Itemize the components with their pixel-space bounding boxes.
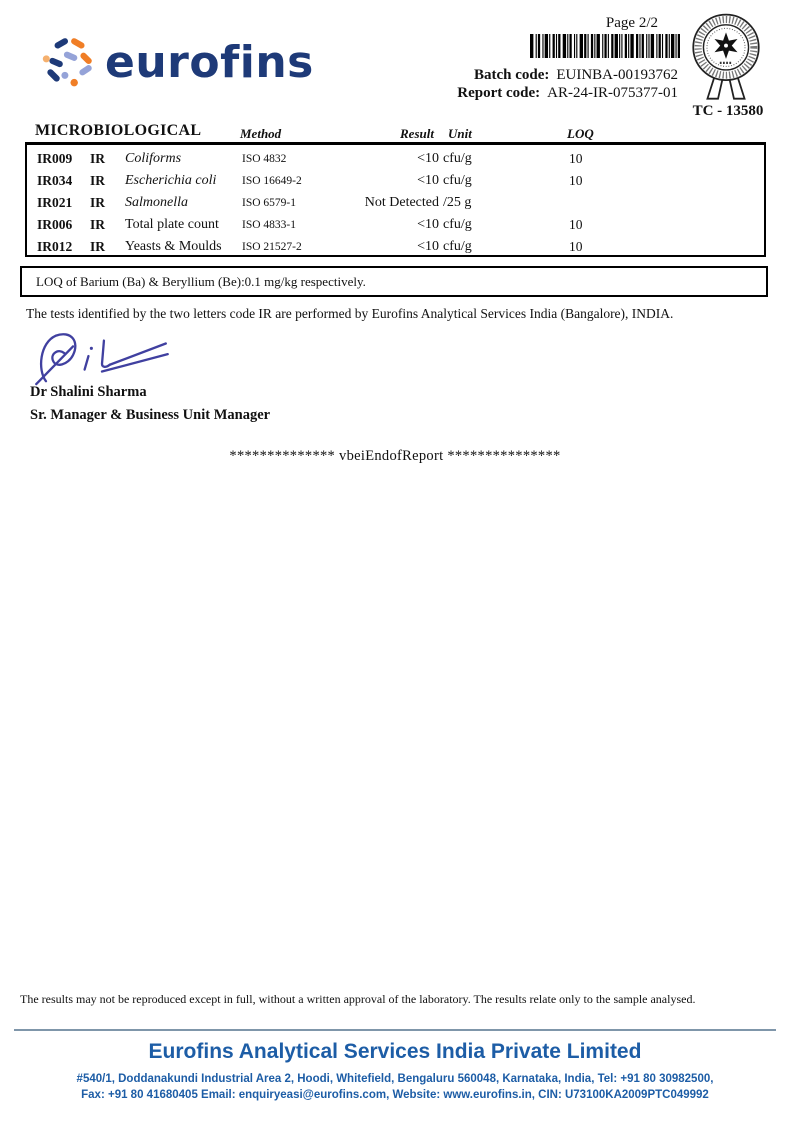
test-loq: 10 bbox=[569, 239, 583, 254]
column-header-loq: LOQ bbox=[567, 126, 594, 141]
test-code: IR006 bbox=[37, 217, 73, 232]
table-row bbox=[27, 192, 764, 214]
table-row bbox=[27, 170, 764, 192]
lab-code: IR bbox=[90, 217, 106, 232]
accreditation-certificate-number: TC - 13580 bbox=[692, 103, 764, 119]
test-loq: 10 bbox=[569, 173, 583, 188]
signatory-name: Dr Shalini Sharma bbox=[30, 384, 147, 400]
lab-code: IR bbox=[90, 151, 106, 166]
column-header-method: Method bbox=[240, 126, 282, 141]
test-loq: 10 bbox=[569, 217, 583, 232]
lab-code: IR bbox=[90, 195, 106, 210]
signature-image bbox=[32, 329, 172, 387]
eurofins-logo bbox=[36, 32, 314, 94]
batch-code-row bbox=[338, 66, 678, 84]
batch-code-label: Batch code: bbox=[473, 67, 550, 83]
test-method: ISO 21527-2 bbox=[242, 241, 302, 253]
test-code: IR021 bbox=[37, 195, 73, 210]
tests-performed-note: The tests identified by the two letters code IR are performed by Eurofins Analytical Services India (Bangalore), INDIA. bbox=[26, 306, 674, 321]
test-result: <10 bbox=[417, 173, 439, 188]
disclaimer-text: The results may not be reproduced except in full, without a written approval of the laboratory. The results relate only to the sample analysed. bbox=[20, 992, 696, 1006]
test-unit: cfu/g bbox=[443, 217, 472, 232]
column-header-result: Result bbox=[400, 126, 434, 141]
logo-wordmark: eurofins bbox=[105, 37, 314, 88]
test-method: ISO 6579-1 bbox=[242, 197, 296, 209]
results-table-body bbox=[25, 142, 766, 257]
nabl-accreditation-seal-icon bbox=[683, 12, 769, 104]
test-parameter: Yeasts & Moulds bbox=[125, 239, 222, 254]
test-unit: cfu/g bbox=[443, 239, 472, 254]
lab-code: IR bbox=[90, 239, 106, 254]
loq-note-text: LOQ of Barium (Ba) & Beryllium (Be):0.1 mg/kg respectively. bbox=[36, 273, 366, 289]
footer bbox=[0, 1040, 790, 1103]
footer-divider bbox=[14, 1029, 776, 1031]
report-code-value: AR-24-IR-075377-01 bbox=[547, 85, 678, 101]
report-code-label: Report code: bbox=[457, 85, 541, 101]
table-row bbox=[27, 236, 764, 258]
barcode bbox=[530, 34, 680, 58]
test-parameter: Escherichia coli bbox=[125, 173, 217, 188]
test-code: IR034 bbox=[37, 173, 73, 188]
eurofins-dots-icon bbox=[36, 32, 100, 94]
test-result: <10 bbox=[417, 217, 439, 232]
test-parameter: Total plate count bbox=[125, 217, 219, 232]
test-method: ISO 16649-2 bbox=[242, 175, 302, 187]
footer-address-line1: #540/1, Doddanakundi Industrial Area 2, Hoodi, Whitefield, Bengaluru 560048, Karnataka, India, Tel: +91 80 30982500, bbox=[76, 1073, 714, 1085]
test-code: IR009 bbox=[37, 151, 73, 166]
table-row bbox=[27, 214, 764, 236]
test-result: <10 bbox=[417, 239, 439, 254]
test-unit: cfu/g bbox=[443, 151, 472, 166]
signatory-title: Sr. Manager & Business Unit Manager bbox=[30, 407, 271, 423]
footer-address-line2: Fax: +91 80 41680405 Email: enquiryeasi@eurofins.com, Website: www.eurofins.in, CIN: U73100KA2009PTC049992 bbox=[81, 1089, 709, 1101]
page-number: Page 2/2 bbox=[605, 15, 658, 31]
footer-company-name: Eurofins Analytical Services India Private Limited bbox=[148, 1040, 642, 1063]
test-result: Not Detected bbox=[364, 195, 439, 210]
test-method: ISO 4832 bbox=[242, 153, 287, 165]
test-result: <10 bbox=[417, 151, 439, 166]
end-of-report-line: ************** vbeiEndofReport *************** bbox=[229, 448, 561, 464]
code-block bbox=[338, 66, 678, 102]
loq-note-box bbox=[20, 266, 768, 297]
test-parameter: Salmonella bbox=[125, 195, 188, 210]
column-header-unit: Unit bbox=[448, 126, 472, 141]
test-code: IR012 bbox=[37, 239, 73, 254]
test-unit: cfu/g bbox=[443, 173, 472, 188]
test-unit: /25 g bbox=[443, 195, 472, 210]
table-row bbox=[27, 148, 764, 170]
section-title: MICROBIOLOGICAL bbox=[35, 122, 202, 139]
test-parameter: Coliforms bbox=[125, 151, 182, 166]
batch-code-value: EUINBA-00193762 bbox=[556, 67, 678, 83]
report-code-row bbox=[338, 84, 678, 102]
lab-code: IR bbox=[90, 173, 106, 188]
test-loq: 10 bbox=[569, 151, 583, 166]
test-method: ISO 4833-1 bbox=[242, 219, 296, 231]
